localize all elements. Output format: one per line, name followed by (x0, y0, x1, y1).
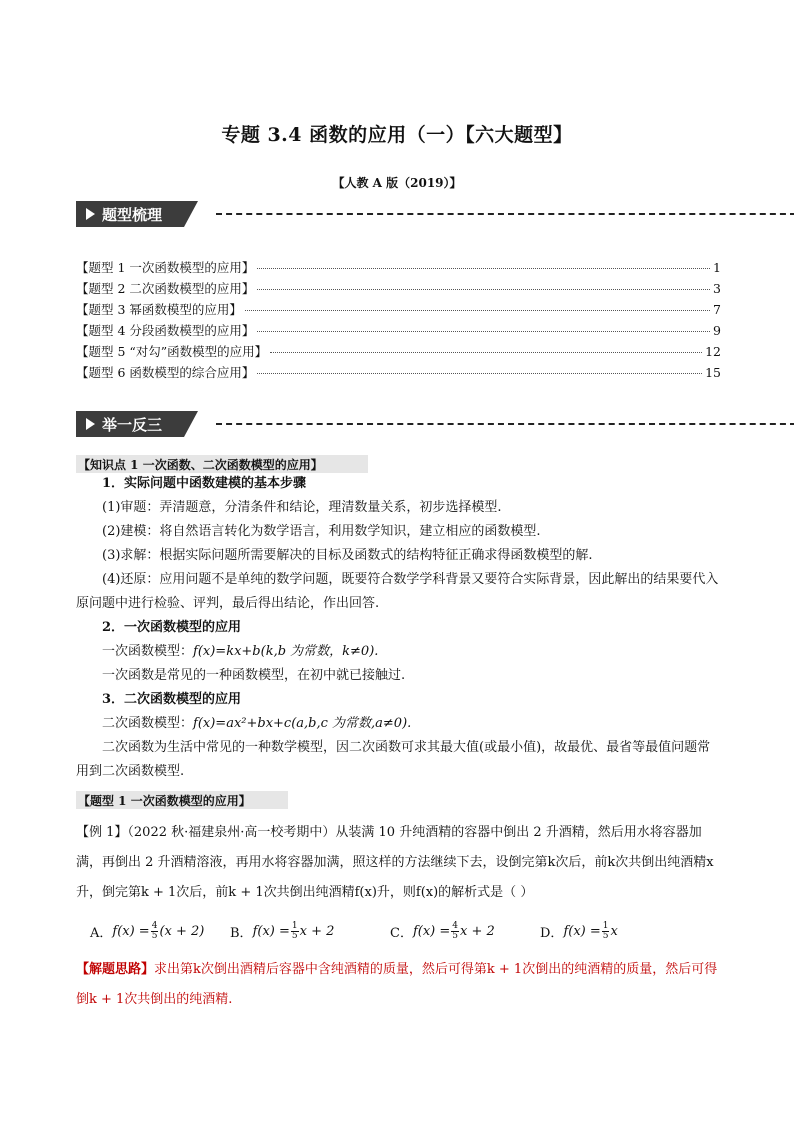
option-a[interactable]: A． f(x) = $\frac{4}{5}$ (x + 2) (90, 921, 205, 941)
toc-leader-dots (270, 352, 702, 353)
toc-entry[interactable] (76, 321, 721, 342)
fraction: $\frac{4}{5}$ (151, 921, 158, 941)
fraction: $\frac{4}{5}$ (452, 921, 458, 941)
knowledge-content (76, 472, 721, 784)
toc-entry[interactable] (76, 363, 721, 384)
solution-hint (76, 955, 721, 1015)
toc-page-number: 3 (713, 281, 721, 296)
play-triangle-icon (86, 418, 95, 430)
section-banner-toc (76, 200, 184, 228)
fraction: $\frac{1}{5}$ (602, 921, 609, 941)
play-triangle-icon (86, 208, 95, 220)
toc-leader-dots (257, 289, 710, 290)
banner-dashed-line (216, 213, 794, 215)
banner-label: 题型梳理 (102, 205, 163, 224)
toc-entry-label: 【题型 3 幂函数模型的应用】 (76, 302, 242, 317)
section-heading: 3．二次函数模型的应用 (102, 692, 242, 707)
toc-leader-dots (245, 310, 710, 311)
toc-entry-label: 【题型 2 二次函数模型的应用】 (76, 281, 255, 296)
toc-page-number: 9 (713, 323, 721, 338)
section-heading: 1．实际问题中函数建模的基本步骤 (102, 476, 307, 491)
toc-page-number: 15 (705, 365, 721, 380)
example-question: 【例 1】（2022 秋·福建泉州·高一校考期中）从装满 10 升纯酒精的容器中倒出 2 升酒精，然后用水将容器加满，再倒出 2 升酒精溶液，再用水将容器加满，照这样的方法继续下去，设倒完第k次后，前k次共倒出纯酒精x升，倒完第k + 1次后，前k + 1次共倒出纯酒精f(x)升，则f(x)的解析式是（ ） (76, 825, 714, 900)
toc-leader-dots (257, 268, 710, 269)
toc-entry[interactable] (76, 279, 721, 300)
table-of-contents (76, 258, 721, 384)
formula: f(x)=kx+b(k,b 为常数，k≠0). (193, 644, 379, 659)
banner-label: 举一反三 (102, 415, 163, 434)
toc-leader-dots (257, 331, 710, 332)
page-subtitle: 【人教 A 版（2019）】 (332, 176, 462, 190)
paragraph: 二次函数模型：f(x)=ax²+bx+c(a,b,c 为常数,a≠0). (102, 716, 412, 731)
formula: f(x)=ax²+bx+c(a,b,c 为常数,a≠0). (193, 716, 412, 731)
option-b[interactable]: B． f(x) = $\frac{1}{5}$ x + 2 (230, 921, 335, 941)
toc-entry[interactable] (76, 300, 721, 321)
knowledge-point-header: 【知识点 1 一次函数、二次函数模型的应用】 (76, 455, 368, 473)
toc-page-number: 1 (713, 260, 721, 275)
solution-text: 求出第k次倒出酒精后容器中含纯酒精的质量，然后可得第k + 1次倒出的纯酒精的质量，然后可得倒k + 1次共倒出的纯酒精. (76, 962, 718, 1007)
section-banner-examples (76, 410, 184, 438)
paragraph: (2)建模：将自然语言转化为数学语言，利用数学知识，建立相应的函数模型. (102, 524, 541, 539)
paragraph: (3)求解：根据实际问题所需要解决的目标及函数式的结构特征正确求得函数模型的解. (102, 548, 593, 563)
section-heading: 2．一次函数模型的应用 (102, 620, 242, 635)
toc-entry-label: 【题型 1 一次函数模型的应用】 (76, 260, 255, 275)
toc-entry[interactable] (76, 342, 721, 363)
toc-entry-label: 【题型 6 函数模型的综合应用】 (76, 365, 255, 380)
toc-page-number: 7 (713, 302, 721, 317)
banner-dashed-line (216, 423, 794, 425)
answer-options (90, 922, 690, 941)
toc-entry-label: 【题型 5 “对勾”函数模型的应用】 (76, 344, 268, 359)
fraction: $\frac{1}{5}$ (291, 921, 298, 941)
option-c[interactable]: C． f(x) = $\frac{4}{5}$ x + 2 (390, 921, 495, 941)
paragraph: 一次函数模型：f(x)=kx+b(k,b 为常数，k≠0). (102, 644, 379, 659)
solution-label: 【解题思路】 (76, 962, 155, 977)
toc-page-number: 12 (705, 344, 721, 359)
paragraph: 一次函数是常见的一种函数模型，在初中就已接触过. (102, 668, 406, 683)
option-d[interactable]: D． f(x) = $\frac{1}{5}$ x (540, 921, 618, 941)
toc-entry[interactable] (76, 258, 721, 279)
question-type-header: 【题型 1 一次函数模型的应用】 (76, 791, 288, 809)
toc-leader-dots (257, 373, 702, 374)
toc-entry-label: 【题型 4 分段函数模型的应用】 (76, 323, 255, 338)
paragraph: (1)审题：弄清题意，分清条件和结论，理清数量关系，初步选择模型. (102, 500, 502, 515)
page-title: 专题 3.4 函数的应用（一）【六大题型】 (221, 124, 573, 146)
paragraph: (4)还原：应用问题不是单纯的数学问题，既要符合数学学科背景又要符合实际背景，因此解出的结果要代入原问题中进行检验、评判，最后得出结论，作出回答. (76, 572, 719, 611)
paragraph: 二次函数为生活中常见的一种数学模型，因二次函数可求其最大值(或最小值)，故最优、最省等最值问题常用到二次函数模型. (76, 740, 711, 779)
